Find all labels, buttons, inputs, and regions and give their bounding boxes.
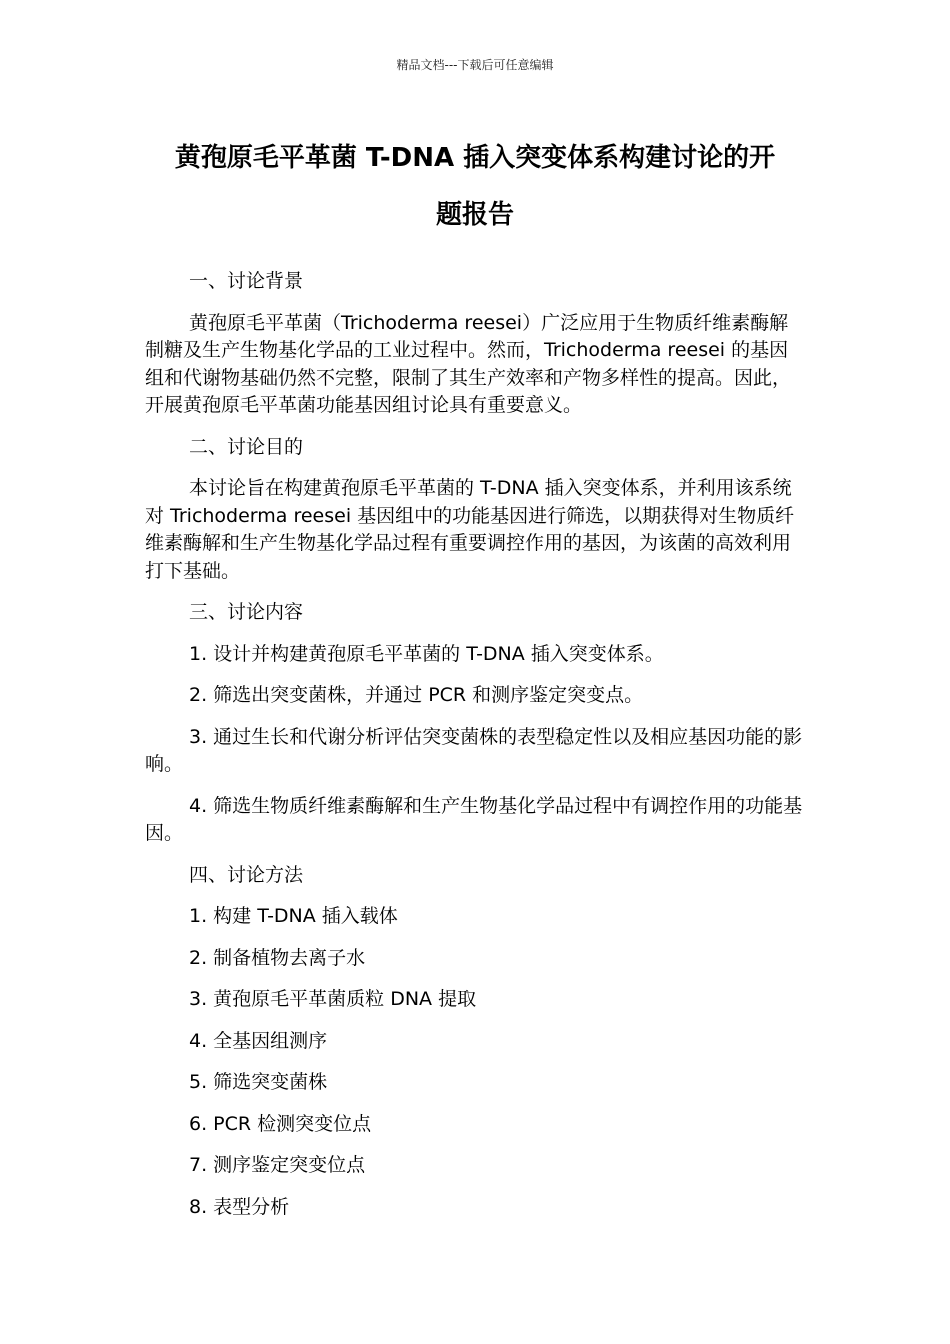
method-item: 3. 黄孢原毛平革菌质粒 DNA 提取	[189, 988, 477, 1010]
section-heading-background: 一、讨论背景	[189, 270, 304, 292]
purpose-paragraph: 本讨论旨在构建黄孢原毛平革菌的 T-DNA 插入突变体系，并利用该系统对 Trichoderma reesei 基因组中的功能基因进行筛选，以期获得对生物质纤维素酶解和生产生物基化学品过程有重要调控作用的基因，为该菌的高效利用打下基础。	[145, 477, 795, 582]
method-item: 7. 测序鉴定突变位点	[189, 1154, 366, 1176]
document-body	[145, 268, 807, 1221]
content-item: 3. 通过生长和代谢分析评估突变菌株的表型稳定性以及相应基因功能的影响。	[145, 725, 803, 775]
section-heading-content: 三、讨论内容	[189, 601, 304, 623]
content-item: 4. 筛选生物质纤维素酶解和生产生物基化学品过程中有调控作用的功能基因。	[145, 794, 803, 844]
method-item: 4. 全基因组测序	[189, 1029, 328, 1052]
title-line-2: 题报告	[435, 200, 514, 230]
content-item: 2. 筛选出突变菌株，并通过 PCR 和测序鉴定突变点。	[189, 684, 644, 706]
section-heading-purpose: 二、讨论目的	[189, 435, 304, 458]
title-line-1: 黄孢原毛平革菌 T-DNA 插入突变体系构建讨论的开	[174, 143, 776, 173]
page-header: 精品文档---下载后可任意编辑	[396, 58, 554, 72]
document-title	[140, 130, 810, 244]
method-item: 8. 表型分析	[189, 1195, 290, 1218]
background-paragraph: 黄孢原毛平革菌（Trichoderma reesei）广泛应用于生物质纤维素酶解制糖及生产生物基化学品的工业过程中。然而，Trichoderma reesei 的基因组和代谢物基础仍然不完整，限制了其生产效率和产物多样性的提高。因此，开展黄孢原毛平革菌功能基因组讨论具有重要意义。	[145, 311, 792, 416]
content-item: 1. 设计并构建黄孢原毛平革菌的 T-DNA 插入突变体系。	[189, 642, 664, 665]
method-item: 5. 筛选突变菌株	[189, 1071, 328, 1093]
method-item: 1. 构建 T-DNA 插入载体	[189, 905, 398, 927]
method-item: 2. 制备植物去离子水	[189, 946, 366, 969]
method-item: 6. PCR 检测突变位点	[189, 1112, 372, 1135]
section-heading-methods: 四、讨论方法	[189, 863, 304, 886]
